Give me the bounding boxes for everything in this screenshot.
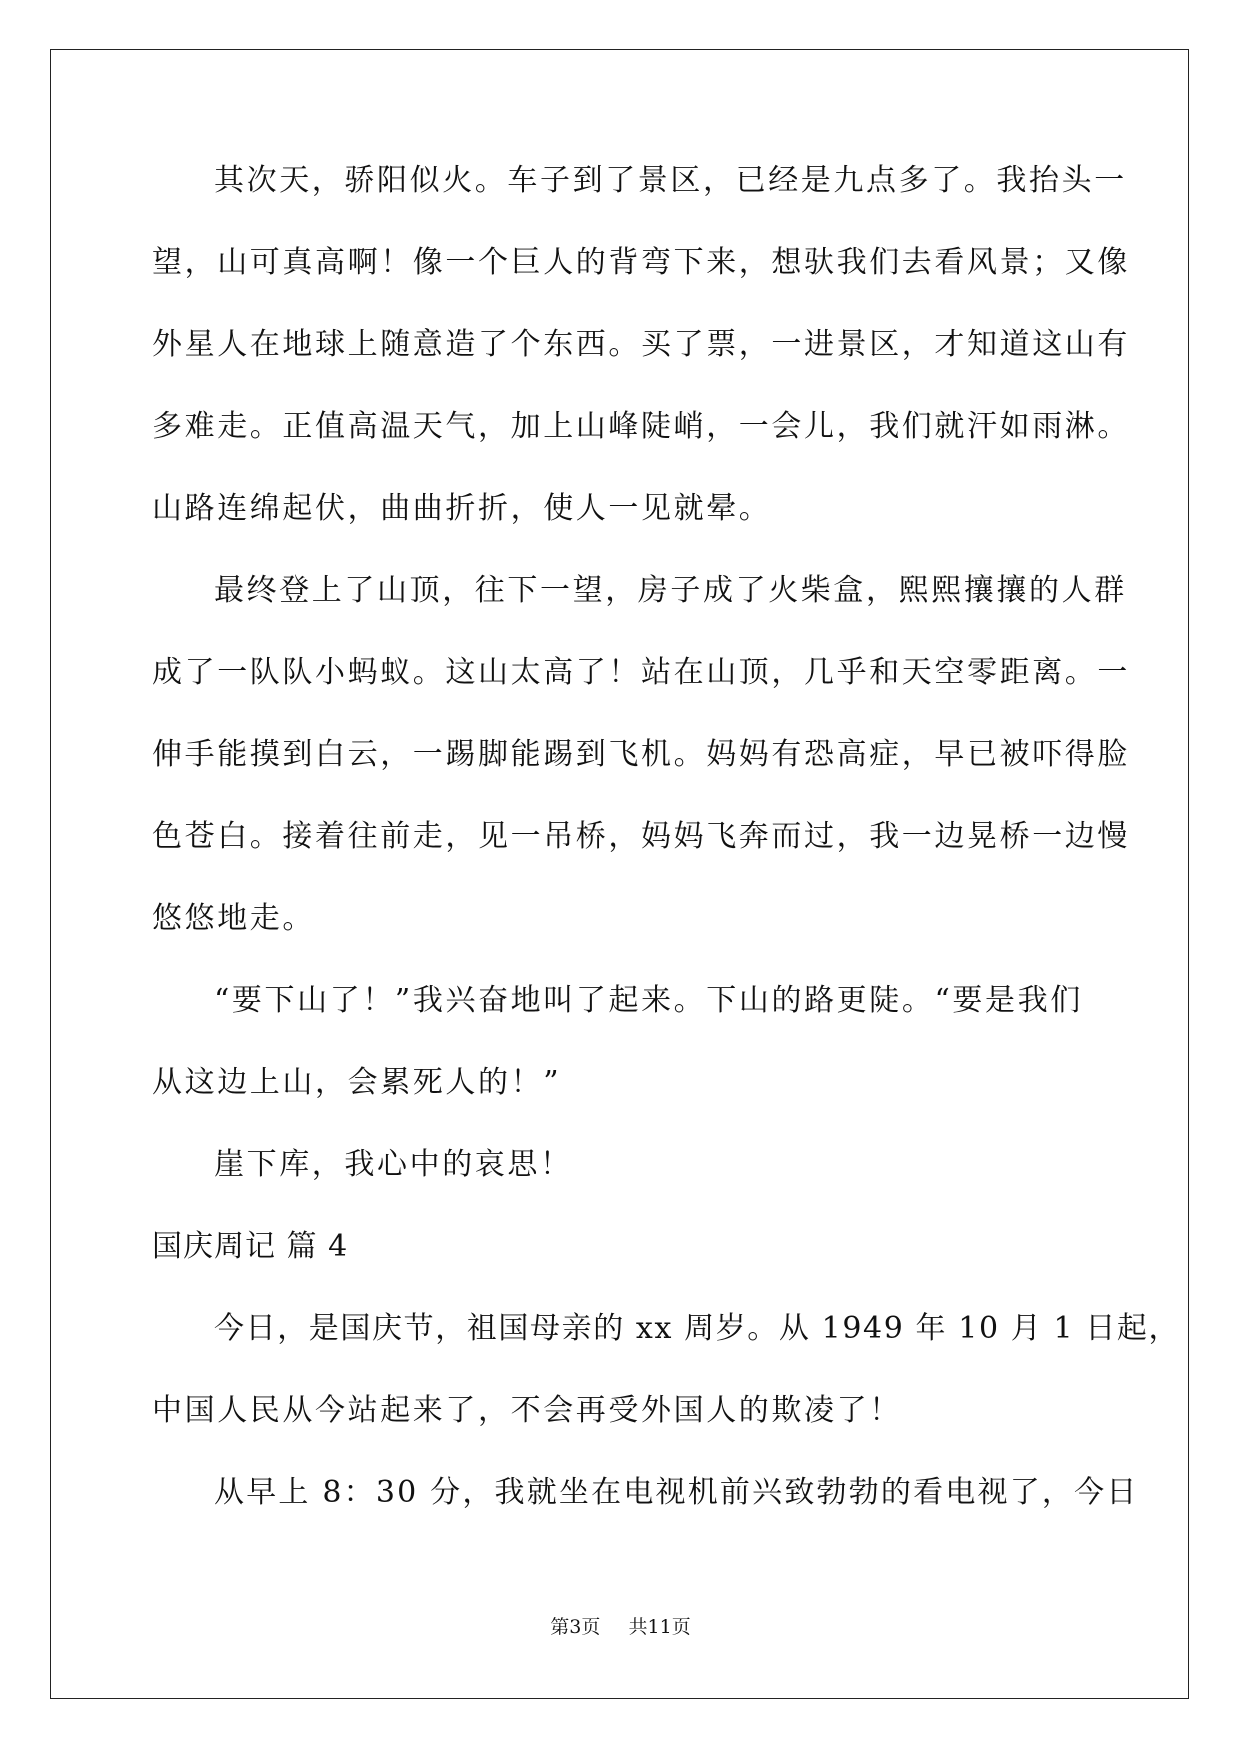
paragraph-line: 伸手能摸到白云，一踢脚能踢到飞机。妈妈有恐高症，早已被吓得脸: [152, 737, 1130, 772]
paragraph-line: 成了一队队小蚂蚁。这山太高了！站在山顶，几乎和天空零距离。一: [152, 655, 1130, 690]
paragraph-line: 山路连绵起伏，曲曲折折，使人一见就晕。: [152, 491, 772, 526]
paragraph-line: 色苍白。接着往前走，见一吊桥，妈妈飞奔而过，我一边晃桥一边慢: [152, 819, 1130, 854]
paragraph-line: 多难走。正值高温天气，加上山峰陡峭，一会儿，我们就汗如雨淋。: [152, 409, 1130, 444]
paragraph-line: 悠悠地走。: [152, 901, 315, 936]
paragraph-line: 其次天，骄阳似火。车子到了景区，已经是九点多了。我抬头一: [214, 163, 1127, 198]
paragraph-line: 最终登上了山顶，往下一望，房子成了火柴盒，熙熙攘攘的人群: [214, 573, 1127, 608]
page-total: 共11页: [628, 1616, 691, 1638]
paragraph-line: 望，山可真高啊！像一个巨人的背弯下来，想驮我们去看风景；又像: [152, 245, 1130, 280]
paragraph-line: “要下山了！”我兴奋地叫了起来。下山的路更陡。“要是我们: [214, 983, 1083, 1018]
paragraph-line: 从早上 8：30 分，我就坐在电视机前兴致勃勃的看电视了，今日: [214, 1475, 1139, 1510]
paragraph-line: 从这边上山，会累死人的！”: [152, 1065, 562, 1100]
paragraph-line: 今日，是国庆节，祖国母亲的 xx 周岁。从 1949 年 10 月 1 日起，: [214, 1311, 1181, 1346]
section-heading: 国庆周记 篇 4: [152, 1229, 349, 1264]
document-body: [152, 160, 1181, 1554]
page-number: 第3页: [550, 1616, 601, 1638]
page-footer: [0, 1612, 1241, 1639]
paragraph-line: 外星人在地球上随意造了个东西。买了票，一进景区，才知道这山有: [152, 327, 1130, 362]
paragraph-line: 崖下库，我心中的哀思！: [214, 1147, 573, 1182]
paragraph-line: 中国人民从今站起来了，不会再受外国人的欺凌了！: [152, 1393, 902, 1428]
